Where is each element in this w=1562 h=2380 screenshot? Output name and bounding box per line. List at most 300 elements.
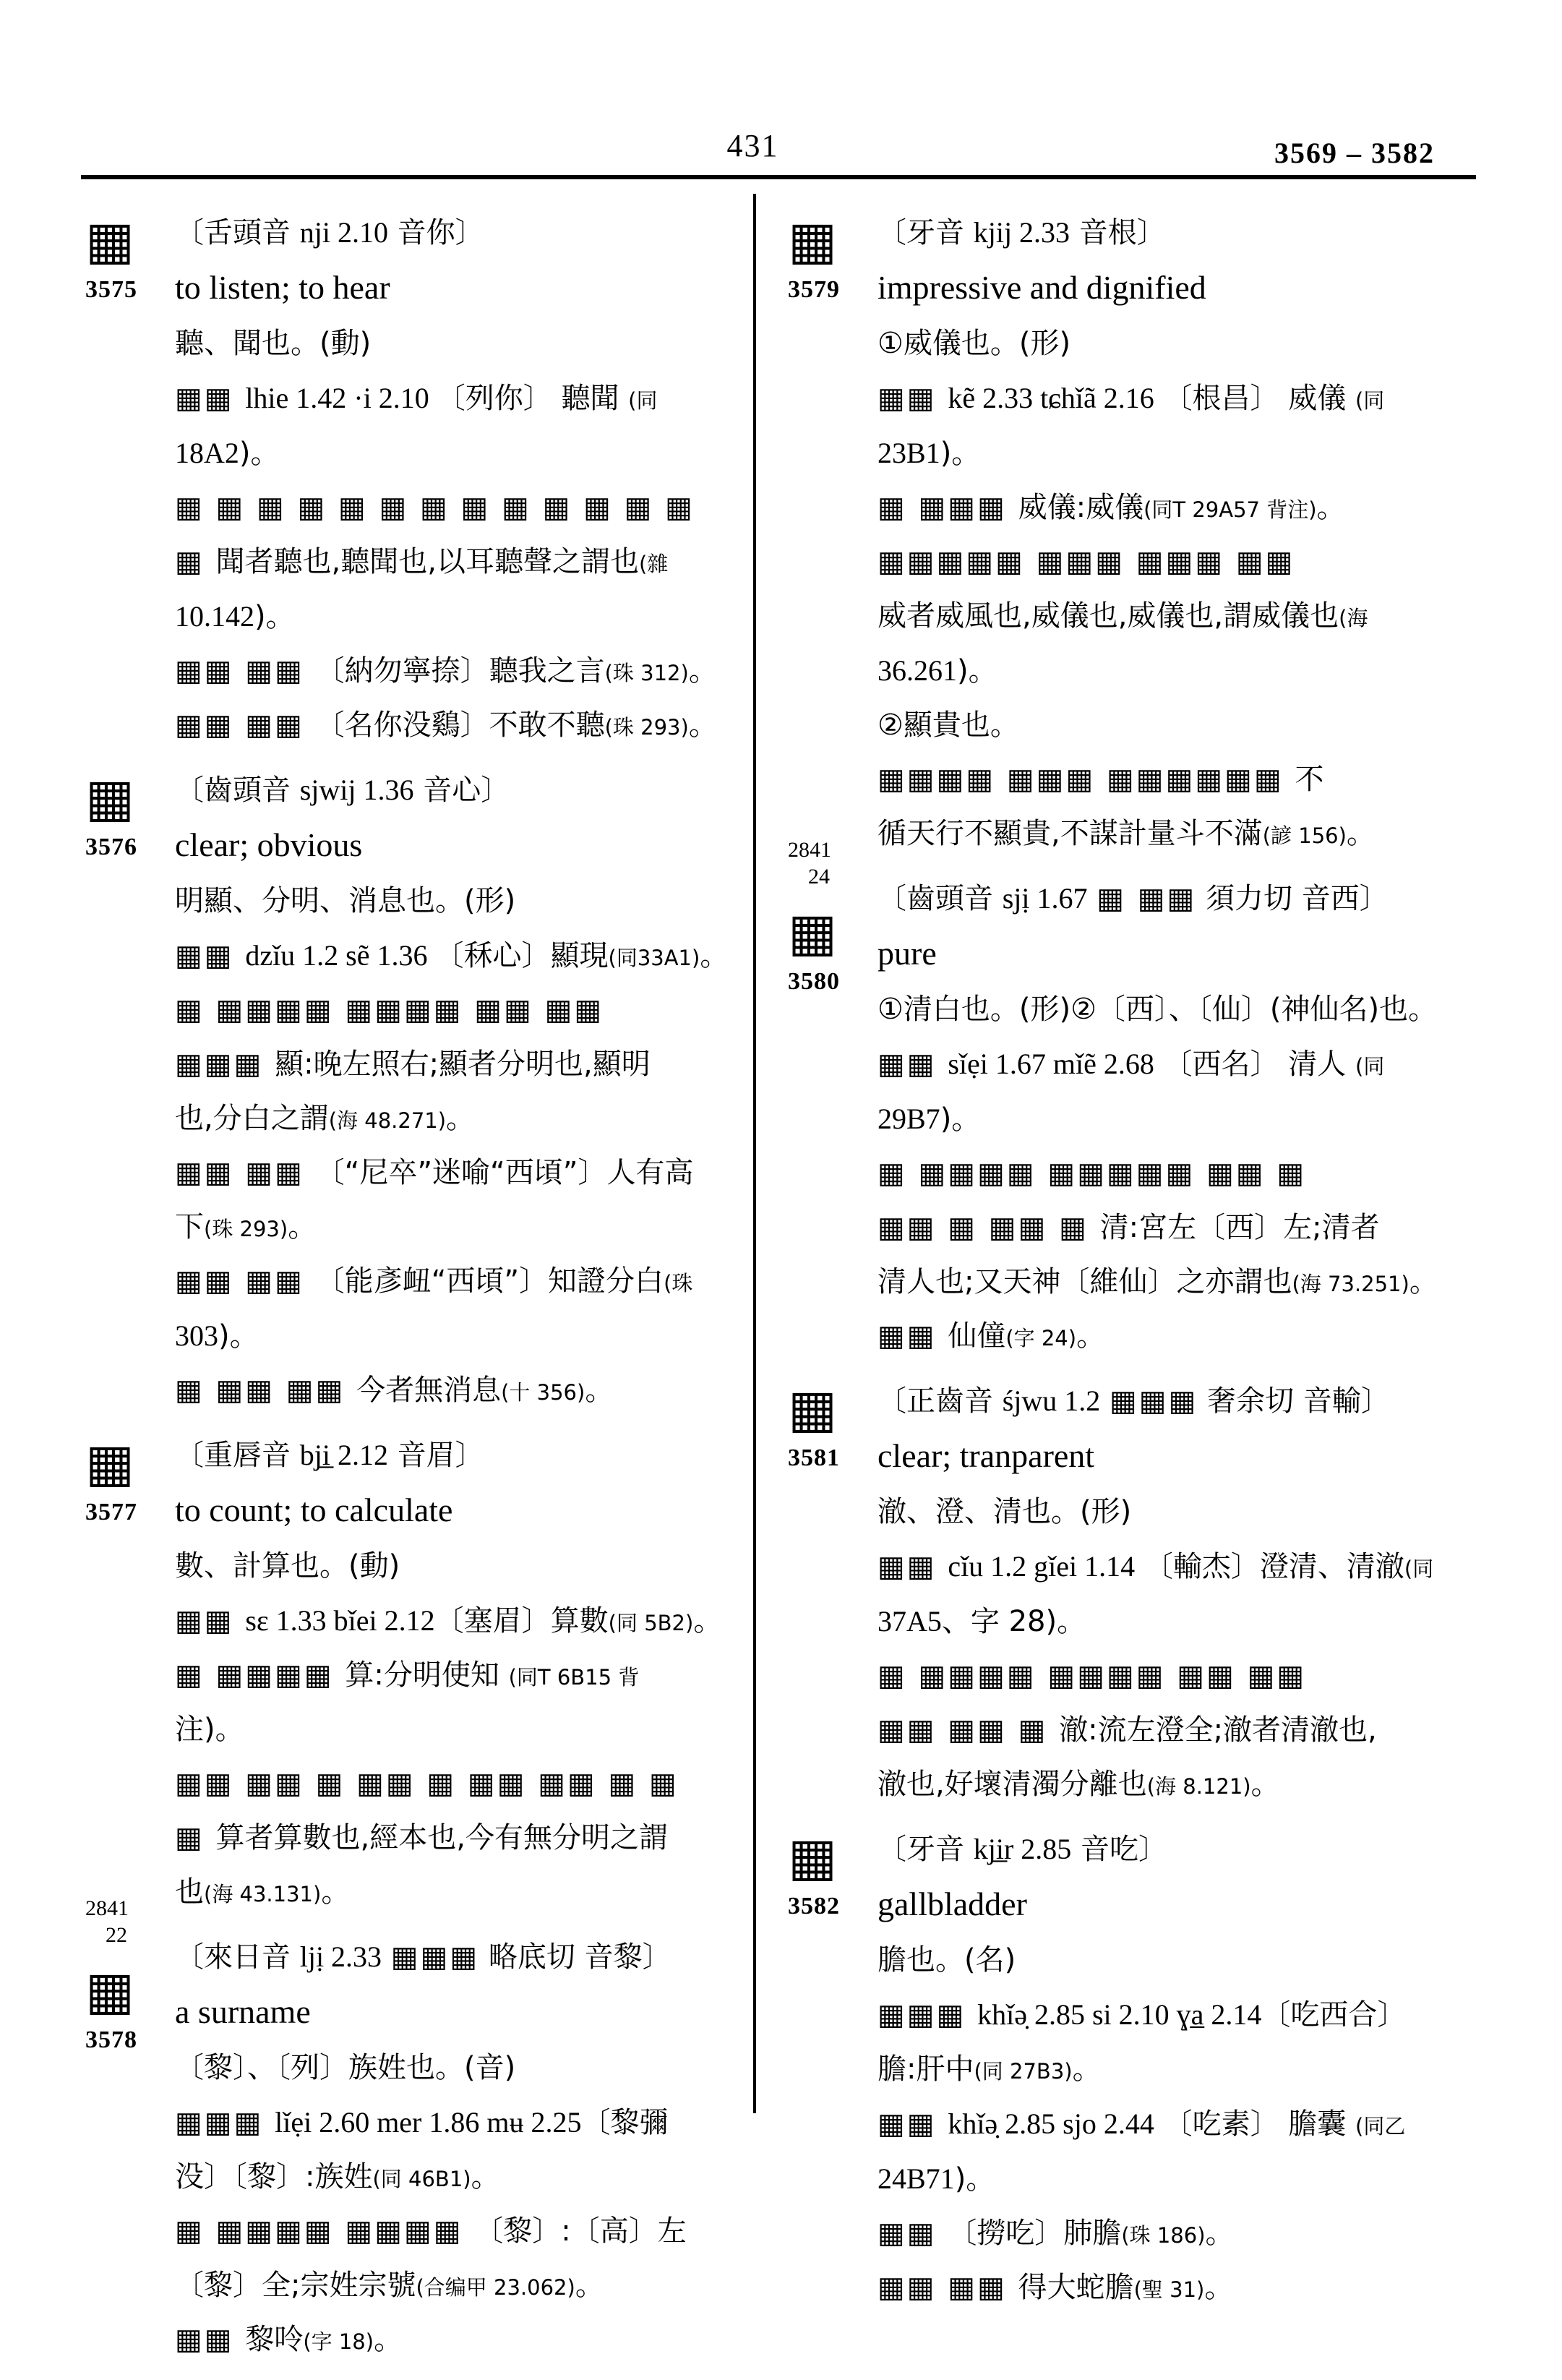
entry-line [877, 263, 1483, 320]
chinese-text: 略底切 音黎〕 [479, 1940, 671, 1974]
tangut-text: ▦ ▦▦▦▦ [175, 1658, 346, 1692]
chinese-text: 〔正齒音 [877, 1384, 1003, 1418]
entry-gutter [85, 1431, 175, 1526]
entry-line [175, 208, 750, 263]
reference-citation: (合编甲 23.062) [416, 2275, 575, 2300]
chinese-text: 也,分白之謂 [175, 1102, 329, 1135]
chinese-text: 下 [175, 1210, 204, 1243]
chinese-text: 明顯、分明、消息也。(形) [175, 884, 516, 917]
chinese-text: )。 [957, 654, 997, 688]
chinese-text: 今者無消息 [356, 1374, 502, 1407]
tangut-text: ▦ ▦▦▦▦ ▦▦▦▦ ▦▦ ▦▦ [175, 993, 604, 1027]
entry-line [175, 1366, 750, 1421]
tangut-text: ▦ ▦▦ [1097, 882, 1197, 915]
chinese-text: 奢余切 音輸〕 [1198, 1384, 1390, 1418]
reference-citation: (同 [1404, 1557, 1434, 1581]
english-gloss: clear; obvious [175, 826, 363, 863]
chinese-text: 音你〕 [387, 216, 484, 249]
chinese-text: 〔黎〕:〔高〕左 [474, 2214, 687, 2248]
reference-citation: (諺 156) [1262, 823, 1347, 848]
reference-citation: (珠 186) [1121, 2223, 1206, 2248]
reference-citation: (同T 29A57 背注) [1143, 497, 1317, 522]
margin-code [788, 836, 877, 890]
phonetic-text: dzǐu 1.2 sẽ 1.36 [245, 939, 435, 972]
chinese-text: ①威儀也。(形) [877, 327, 1071, 360]
entry-3576 [85, 766, 750, 1421]
chinese-text: 〔吃西合〕 [1261, 1998, 1407, 2032]
reference-citation: (同T 6B15 背 [508, 1665, 640, 1690]
phonetic-text: nji 2.10 [299, 216, 388, 249]
phonetic-text: ljị 2.33 [299, 1940, 382, 1973]
chinese-text: 。 [321, 1875, 351, 1909]
phonetic-text: lhie 1.42 ·i 2.10 [245, 382, 437, 414]
reference-citation: (同 [1355, 388, 1385, 413]
entry-line [877, 484, 1483, 538]
entry-line [175, 1868, 750, 1922]
chinese-text: 〔秝心〕顯現 [434, 939, 609, 972]
entry-line [877, 1040, 1483, 1095]
chinese-text [1100, 1384, 1110, 1418]
tangut-text: ▦▦ [175, 939, 246, 972]
phonetic-text: sjwij 1.36 [299, 774, 414, 806]
reference-citation: (字 18) [303, 2329, 374, 2354]
entry-line [877, 592, 1483, 646]
chinese-text: 。 [1072, 2052, 1102, 2086]
chinese-text: 膽也。(名) [877, 1943, 1016, 1977]
tangut-text: ▦▦ [877, 1550, 948, 1583]
entry-line [877, 2099, 1483, 2154]
reference-citation: (珠 293) [604, 715, 689, 740]
chinese-text: 算:分明使知 [345, 1658, 509, 1692]
chinese-text: 音眉〕 [387, 1439, 484, 1472]
phonetic-text: lǐẹi 2.60 mer 1.86 mʉ 2.25 [275, 2106, 582, 2139]
entry-line [175, 263, 750, 320]
chinese-text: 〔根昌〕 威儀 [1154, 382, 1355, 415]
chinese-text: 也 [175, 1875, 204, 1909]
entry-body [175, 1932, 750, 2370]
margin-code [85, 1895, 175, 1948]
reference-citation: (雜 [638, 552, 669, 576]
reference-citation: (海 43.131) [204, 1882, 322, 1906]
chinese-text: 聞者聽也,聽聞也,以耳聽聲之謂也 [215, 545, 639, 578]
entry-line [877, 2209, 1483, 2264]
entry-line [877, 1377, 1483, 1431]
chinese-text: 〔名你没鷄〕不敢不聽 [315, 709, 605, 742]
english-gloss: to listen; to hear [175, 269, 390, 306]
reference-citation: (珠 312) [604, 661, 689, 685]
entry-body [175, 766, 750, 1421]
entry-line [175, 701, 750, 755]
chinese-text: 。 [700, 939, 729, 972]
entry-line [877, 1258, 1483, 1312]
dictionary-column-right [788, 208, 1483, 2328]
entry-line [877, 874, 1483, 929]
chinese-text: 〔牙音 [877, 216, 974, 249]
phonetic-text: khǐə̣ 2.85 sjo 2.44 [948, 2107, 1154, 2140]
entry-line [175, 1431, 750, 1486]
tangut-text: ▦▦▦ [877, 1998, 978, 2032]
tangut-text: ▦▦ ▦▦ [877, 2271, 1018, 2304]
chinese-text: ②顯貴也。 [877, 709, 1019, 742]
chinese-text: 〔齒頭音 [877, 882, 1003, 915]
phonetic-text: sjị 1.67 [1002, 882, 1088, 915]
entry-line [877, 755, 1483, 810]
chinese-text: 注)。 [175, 1713, 244, 1746]
entry-line [877, 1488, 1483, 1542]
entry-line [877, 1706, 1483, 1760]
reference-citation: (同 [1355, 1054, 1385, 1079]
chinese-text: 清:宮左〔西〕左;清者 [1099, 1211, 1380, 1244]
entry-line [175, 1486, 750, 1542]
tangut-text: ▦▦ ▦▦ [175, 709, 316, 742]
entry-gutter [788, 1825, 877, 1920]
reference-citation: (海 73.251) [1292, 1272, 1409, 1296]
chinese-text: 膽:肝中 [877, 2052, 974, 2086]
entry-line [175, 374, 750, 429]
chinese-text: 〔牙音 [877, 1833, 974, 1866]
entry-line [175, 2098, 750, 2153]
tangut-text: ▦▦▦ [175, 1048, 275, 1081]
tangut-headword-glyph: ▦ [85, 210, 135, 270]
entry-line [175, 1542, 750, 1596]
entry-number: 3578 [85, 2026, 137, 2053]
tangut-text: ▦ ▦ ▦ ▦ ▦ ▦ ▦ ▦ ▦ ▦ ▦ ▦ ▦ [175, 491, 695, 524]
entry-line [175, 320, 750, 374]
chinese-text: 。 [693, 1604, 723, 1638]
chinese-text: 〔齒頭音 [175, 774, 300, 807]
chinese-text: 。 [688, 654, 718, 688]
reference-citation: (聖 31) [1133, 2277, 1205, 2302]
entry-line [175, 2261, 750, 2316]
chinese-text: 音吃〕 [1071, 1833, 1167, 1866]
entry-line [175, 821, 750, 877]
english-gloss: gallbladder [877, 1885, 1027, 1922]
chinese-text: 。 [374, 2323, 403, 2356]
chinese-text: 〔吃素〕 膽囊 [1154, 2107, 1356, 2141]
chinese-text: 得大蛇膽 [1018, 2271, 1134, 2304]
phonetic-text: 37A5 [877, 1605, 942, 1638]
entry-line [175, 2316, 750, 2370]
chinese-text: 顯:晚左照右;顯者分明也,顯明 [275, 1048, 651, 1081]
chinese-text: 澈、澄、清也。(形) [877, 1495, 1132, 1528]
entry-line [877, 1990, 1483, 2045]
entry-line [175, 1095, 750, 1149]
entry-gutter [85, 766, 175, 861]
entry-line [175, 1987, 750, 2044]
tangut-text: ▦▦ [877, 1319, 948, 1353]
entry-line [877, 538, 1483, 592]
chinese-text: 。 [1250, 1768, 1280, 1801]
entry-line [175, 1596, 750, 1651]
entry-line [877, 646, 1483, 701]
chinese-text: 〔重唇音 [175, 1439, 300, 1472]
tangut-headword-glyph: ▦ [85, 1432, 135, 1493]
entry-line [175, 484, 750, 538]
phonetic-text: sǐẹi 1.67 mǐẽ 2.68 [948, 1048, 1154, 1080]
entry-number: 3581 [788, 1444, 840, 1471]
tangut-text: ▦▦ ▦ ▦▦ ▦ [877, 1211, 1100, 1244]
phonetic-text: 36.261 [877, 654, 957, 687]
chinese-text: )。 [954, 2162, 995, 2196]
tangut-text: ▦▦▦ [1110, 1384, 1198, 1418]
chinese-text: 聽、聞也。(動) [175, 327, 372, 360]
chinese-text: 〔列你〕 聽聞 [436, 382, 629, 415]
entry-line [877, 701, 1483, 755]
entry-3582 [788, 1825, 1483, 2318]
entry-line [175, 1257, 750, 1311]
reference-citation: (十 356) [501, 1380, 585, 1405]
tangut-text: ▦▦▦▦▦ ▦▦▦ ▦▦▦ ▦▦ [877, 545, 1295, 578]
chinese-text: 〔撈吃〕肺膽 [948, 2217, 1122, 2250]
chinese-text: 威儀:威儀 [1018, 491, 1144, 524]
chinese-text: 仙僮 [948, 1319, 1006, 1353]
entry-line [175, 1203, 750, 1257]
tangut-headword-glyph: ▦ [85, 1960, 135, 2021]
chinese-text: 〔塞眉〕算數 [434, 1604, 609, 1638]
chinese-text: 威者威風也,威儀也,威儀也,謂威儀也 [877, 599, 1339, 633]
chinese-text [1088, 882, 1097, 915]
entry-3580 [788, 838, 1483, 1366]
reference-citation: (同乙 [1355, 2114, 1406, 2139]
chinese-text: 不 [1295, 763, 1324, 796]
chinese-text: 〔黎〕全;宗姓宗號 [175, 2269, 416, 2302]
chinese-text: ①清白也。(形)②〔西〕、〔仙〕(神仙名)也。 [877, 993, 1438, 1026]
entry-line [175, 877, 750, 931]
chinese-text: 。 [1316, 491, 1346, 524]
chinese-text: 音根〕 [1070, 216, 1166, 249]
chinese-text: 。 [288, 1210, 317, 1243]
entry-line [877, 985, 1483, 1040]
chinese-text: 〔黎〕、〔列〕族姓也。(音) [175, 2051, 516, 2084]
entry-line [877, 1150, 1483, 1204]
entry-line [175, 538, 750, 592]
entry-number: 3579 [788, 276, 840, 303]
chinese-text: 〔黎彌 [581, 2106, 669, 2139]
entry-line [175, 1040, 750, 1095]
entry-line [877, 1652, 1483, 1706]
entry-body [175, 208, 750, 755]
page-range: 3569 – 3582 [1274, 137, 1435, 169]
tangut-text: ▦▦ ▦▦ [175, 1156, 316, 1189]
chinese-text: 澈也,好壞清濁分離也 [877, 1768, 1147, 1801]
chinese-text: 循天行不顯貴,不謀計量斗不滿 [877, 817, 1263, 850]
entry-line [175, 1149, 750, 1203]
entry-gutter [85, 1896, 175, 2054]
tangut-text: ▦▦▦▦ ▦▦▦ ▦▦▦▦▦▦ [877, 763, 1295, 796]
entry-line [175, 2153, 750, 2207]
entry-line [175, 1651, 750, 1705]
chinese-text [382, 1940, 391, 1974]
tangut-text: ▦ ▦▦▦▦ ▦▦▦▦ [175, 2214, 475, 2248]
chinese-text: )。 [254, 600, 295, 633]
entry-line [877, 810, 1483, 864]
margin-code-line: 2841 [788, 838, 831, 862]
chinese-text: 没〕〔黎〕:族姓 [175, 2160, 373, 2193]
tangut-text: ▦▦ ▦▦ [175, 1264, 316, 1298]
tangut-text: ▦ ▦▦▦▦ ▦▦▦▦ ▦▦ ▦▦ [877, 1659, 1307, 1692]
tangut-text: ▦ ▦▦▦▦ ▦▦▦▦▦ ▦▦ ▦ [877, 1157, 1307, 1190]
chinese-text: 〔來日音 [175, 1940, 300, 1974]
entry-line [175, 1705, 750, 1760]
entry-3579 [788, 208, 1483, 864]
entry-line [175, 1814, 750, 1868]
entry-line [175, 1760, 750, 1814]
chinese-text: 。 [1204, 2271, 1234, 2304]
phonetic-text: cǐu 1.2 gǐei 1.14 [948, 1550, 1136, 1583]
phonetic-text: kjij 2.33 [973, 216, 1070, 249]
tangut-text: ▦▦▦ [390, 1940, 480, 1974]
tangut-text: ▦▦ ▦▦ [175, 654, 316, 688]
chinese-text: 。 [688, 709, 718, 742]
entry-body [877, 1825, 1483, 2318]
entry-line [175, 931, 750, 986]
tangut-text: ▦▦ [877, 1048, 948, 1081]
phonetic-text: sɛ 1.33 bǐei 2.12 [245, 1604, 435, 1637]
tangut-text: ▦▦ [877, 2107, 948, 2141]
chinese-text: 〔“尼卒”迷喻“西頃”〕人有高 [315, 1156, 694, 1189]
entry-gutter [85, 208, 175, 304]
margin-code-line: 2841 [85, 1896, 129, 1920]
reference-citation: (同33A1) [608, 946, 700, 970]
entry-line [175, 2044, 750, 2098]
english-gloss: to count; to calculate [175, 1491, 453, 1528]
reference-citation: (同 46B1) [372, 2167, 471, 2191]
entry-line [877, 2264, 1483, 2318]
entry-body [877, 208, 1483, 864]
entry-line [877, 1204, 1483, 1258]
entry-line [175, 1311, 750, 1366]
chinese-text: 。 [446, 1102, 476, 1135]
english-gloss: clear; tranparent [877, 1437, 1095, 1474]
tangut-text: ▦ ▦▦▦ [877, 491, 1018, 524]
entry-gutter [788, 838, 877, 996]
phonetic-text: 10.142 [175, 600, 254, 633]
chinese-text: )。 [239, 437, 280, 470]
reference-citation: (海 8.121) [1146, 1774, 1251, 1799]
entry-line [877, 374, 1483, 429]
entry-line [877, 2045, 1483, 2099]
phonetic-text: 18A2 [175, 437, 239, 469]
dictionary-column-left [85, 208, 750, 2380]
entry-body [877, 874, 1483, 1366]
reference-citation: (海 [1339, 606, 1368, 630]
page-number: 431 [726, 128, 779, 163]
phonetic-text: 29B7 [877, 1103, 940, 1135]
chinese-text: 〔西名〕 清人 [1154, 1048, 1355, 1081]
margin-code-line: 24 [808, 865, 830, 889]
entry-line [877, 1936, 1483, 1990]
chinese-text: 音心〕 [413, 774, 510, 807]
entry-number: 3576 [85, 834, 137, 860]
english-gloss: pure [877, 935, 937, 972]
entry-number: 3577 [85, 1499, 137, 1525]
chinese-text: )。 [940, 437, 981, 470]
phonetic-text: khǐə̣ 2.85 si 2.10 ɣa̲ 2.14 [977, 1998, 1262, 2031]
tangut-text: ▦▦ [175, 382, 246, 415]
entry-line [175, 766, 750, 821]
entry-line [877, 320, 1483, 374]
chinese-text: 。 [585, 1374, 614, 1407]
tangut-headword-glyph: ▦ [788, 1826, 838, 1887]
entry-body [175, 1431, 750, 1922]
tangut-text: ▦▦ [877, 382, 948, 415]
phonetic-text: śjwu 1.2 [1002, 1384, 1101, 1417]
entry-line [175, 986, 750, 1040]
chinese-text: )。 [218, 1319, 259, 1353]
margin-code-line: 22 [106, 1923, 127, 1947]
entry-number: 3575 [85, 276, 137, 303]
tangut-text: ▦ [175, 1821, 216, 1854]
entry-line [877, 2154, 1483, 2209]
phonetic-text: 303 [175, 1319, 218, 1352]
entry-line [175, 2207, 750, 2261]
entry-line [877, 1542, 1483, 1597]
chinese-text: 數、計算也。(動) [175, 1549, 400, 1583]
entry-line [877, 1597, 1483, 1652]
tangut-headword-glyph: ▦ [85, 767, 135, 828]
entry-line [877, 1095, 1483, 1150]
header-rule [81, 175, 1476, 179]
entry-line [877, 429, 1483, 484]
tangut-headword-glyph: ▦ [788, 210, 838, 270]
chinese-text: 〔輸杰〕澄清、清澈 [1135, 1550, 1404, 1583]
entry-line [175, 1932, 750, 1987]
chinese-text: 澈:流左澄全;澈者清澈也, [1059, 1713, 1377, 1747]
tangut-text: ▦▦▦ [175, 2106, 275, 2139]
reference-citation: (同 [628, 388, 658, 413]
chinese-text: )。 [940, 1103, 981, 1136]
chinese-text: 。 [1205, 2217, 1235, 2250]
entry-body [877, 1377, 1483, 1815]
english-gloss: impressive and dignified [877, 269, 1206, 306]
entry-line [877, 1312, 1483, 1366]
column-divider [753, 194, 756, 2113]
entry-line [175, 592, 750, 647]
chinese-text: 算者算數也,經本也,今有無分明之謂 [215, 1821, 668, 1854]
tangut-text: ▦ ▦▦ ▦▦ [175, 1374, 357, 1407]
entry-3581 [788, 1377, 1483, 1815]
reference-citation: (珠 [664, 1271, 693, 1296]
reference-citation: (同 5B2) [608, 1611, 694, 1635]
reference-citation: (海 48.271) [328, 1108, 447, 1133]
phonetic-text: bji̲ 2.12 [299, 1439, 388, 1471]
chinese-text: 。 [575, 2269, 604, 2302]
chinese-text: 須力切 音西〕 [1196, 882, 1389, 915]
entry-number: 3582 [788, 1893, 840, 1919]
entry-3578 [85, 1896, 750, 2370]
chinese-text: 黎呤 [245, 2323, 304, 2356]
tangut-headword-glyph: ▦ [788, 1378, 838, 1439]
reference-citation: (字 24) [1005, 1326, 1077, 1350]
tangut-text: ▦▦ [175, 1604, 246, 1638]
entry-line [877, 1760, 1483, 1815]
reference-citation: (珠 293) [204, 1217, 288, 1241]
phonetic-text: 24B71 [877, 2162, 955, 2195]
entry-line [877, 1825, 1483, 1880]
chinese-text: 〔納勿寧捺〕聽我之言 [315, 654, 605, 688]
chinese-text: 。 [1346, 817, 1376, 850]
tangut-text: ▦▦ ▦▦ ▦ [877, 1713, 1060, 1747]
entry-3577 [85, 1431, 750, 1922]
entry-line [175, 429, 750, 484]
entry-line [175, 647, 750, 701]
phonetic-text: 23B1 [877, 437, 940, 469]
entry-gutter [788, 208, 877, 304]
entry-number: 3580 [788, 968, 840, 995]
tangut-headword-glyph: ▦ [788, 902, 838, 962]
chinese-text: 清人也;又天神〔維仙〕之亦謂也 [877, 1265, 1292, 1298]
reference-citation: (同 27B3) [974, 2059, 1073, 2084]
